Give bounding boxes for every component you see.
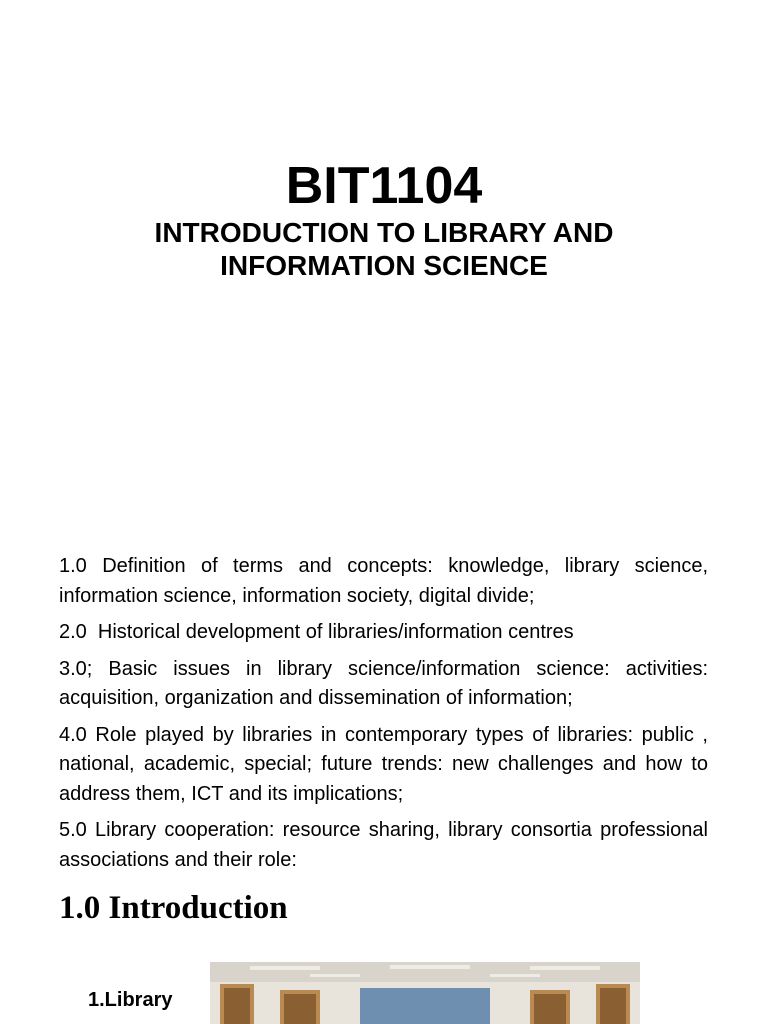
library-interior-image <box>210 962 640 1024</box>
outline-item: 1.0 Definition of terms and concepts: knowledge, library science, information science, information society, digital divide; <box>59 555 714 607</box>
outline-item: 5.0 Library cooperation: resource sharing, library consortia professional associations and their role: <box>59 819 714 871</box>
outline-item: 3.0; Basic issues in library science/information science: activities: acquisition, organization and dissemination of information; <box>59 657 714 709</box>
library-photo <box>210 962 640 1024</box>
course-title: INTRODUCTION TO LIBRARY AND INFORMATION SCIENCE <box>154 217 614 281</box>
course-outline <box>59 552 714 871</box>
outline-item: 4.0 Role played by libraries in contemporary types of libraries: public , national, academic, special; future trends: new challenges and how to address them, ICT and its implications; <box>59 723 714 805</box>
sub-label: 1.Library <box>88 989 173 1011</box>
course-code: BIT1104 <box>285 157 483 215</box>
outline-item: 2.0 Historical development of libraries/information centres <box>59 621 574 643</box>
section-heading: 1.0 Introduction <box>59 890 288 926</box>
